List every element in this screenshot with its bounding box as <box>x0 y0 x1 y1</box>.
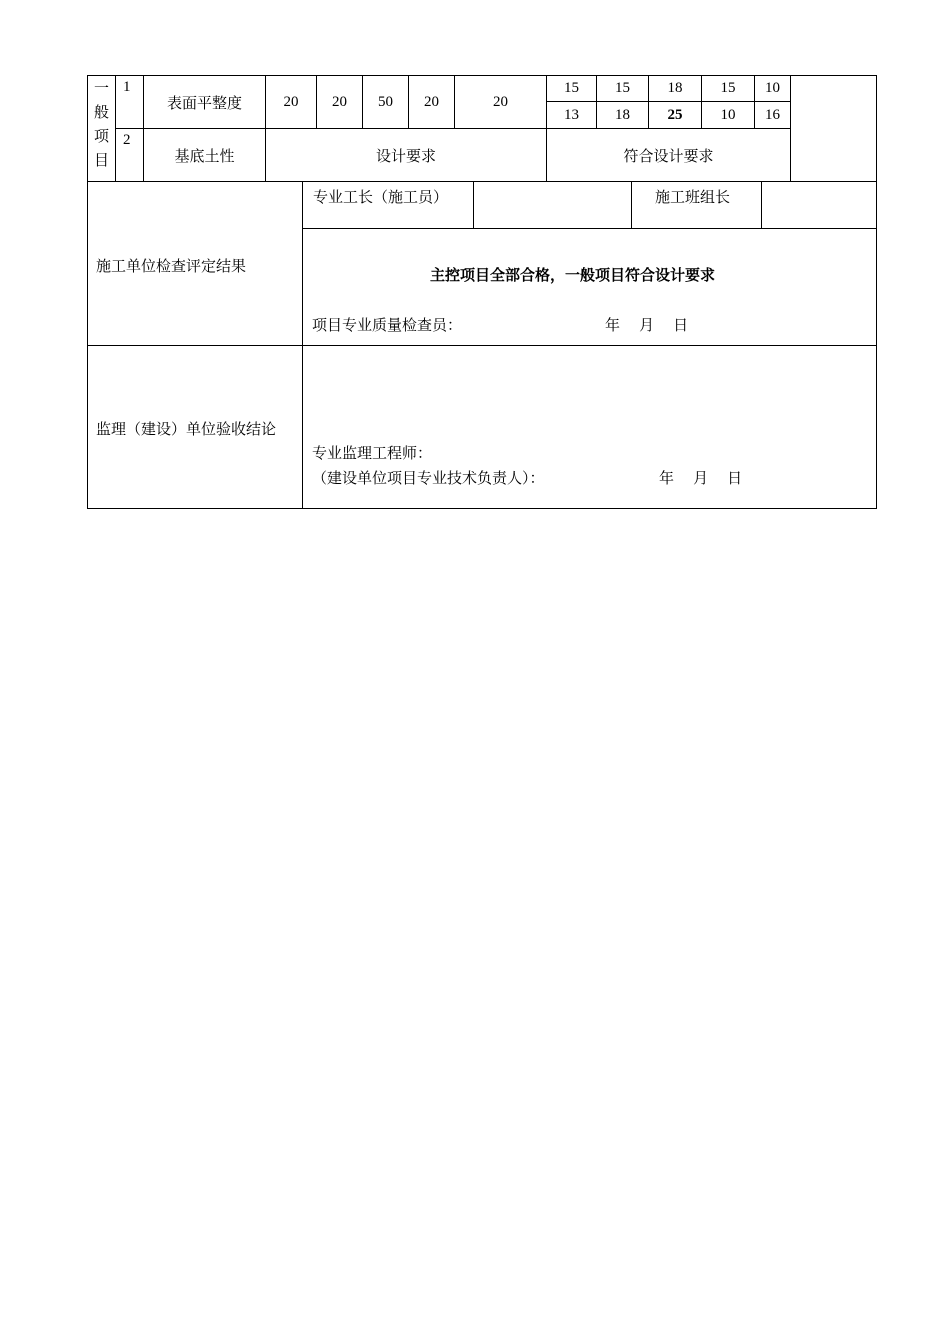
row-2-item-name: 基底土性 <box>174 146 235 165</box>
measured-cell: 10 <box>765 80 780 96</box>
measured-cell: 16 <box>765 106 780 123</box>
allowance-cell: 20 <box>283 93 299 110</box>
measured-cell: 15 <box>564 80 579 96</box>
row-2-number: 2 <box>123 132 131 148</box>
allowance-cell: 20 <box>424 93 439 110</box>
allowance-cell: 20 <box>332 93 347 110</box>
foreman-label: 专业工长（施工员） <box>313 188 449 206</box>
general-items-group-label: 一 般 项 目 <box>93 79 109 169</box>
supervision-label: 监理（建设）单位验收结论 <box>96 420 277 438</box>
construction-conclusion: 主控项目全部合格，一般项目符合设计要求 <box>430 266 716 284</box>
measured-cell: 15 <box>720 80 736 96</box>
allowance-cell: 50 <box>378 93 393 110</box>
measured-cell: 15 <box>615 80 630 96</box>
row-2-result: 符合设计要求 <box>623 146 714 165</box>
row-2-requirement: 设计要求 <box>375 146 436 165</box>
measured-cell: 13 <box>564 106 579 123</box>
team-leader-label: 施工班组长 <box>655 188 731 206</box>
quality-inspector-label: 项目专业质量检查员： <box>312 316 463 334</box>
supervision-date-label: 年 月 日 <box>659 469 743 487</box>
measured-cell: 18 <box>667 80 683 96</box>
measured-cell-exceeded: 25 <box>667 106 683 123</box>
measured-cell: 10 <box>720 106 736 123</box>
allowance-cell: 20 <box>493 93 508 110</box>
row-1-number: 1 <box>123 79 131 95</box>
measured-cell: 18 <box>615 106 630 123</box>
construction-date-label: 年 月 日 <box>605 316 689 334</box>
supervising-engineer-label: 专业监理工程师： <box>312 444 433 462</box>
construction-check-label: 施工单位检查评定结果 <box>96 257 247 275</box>
row-1-item-name: 表面平整度 <box>166 93 242 112</box>
owner-representative-label: （建设单位项目专业技术负责人）： <box>312 469 545 487</box>
